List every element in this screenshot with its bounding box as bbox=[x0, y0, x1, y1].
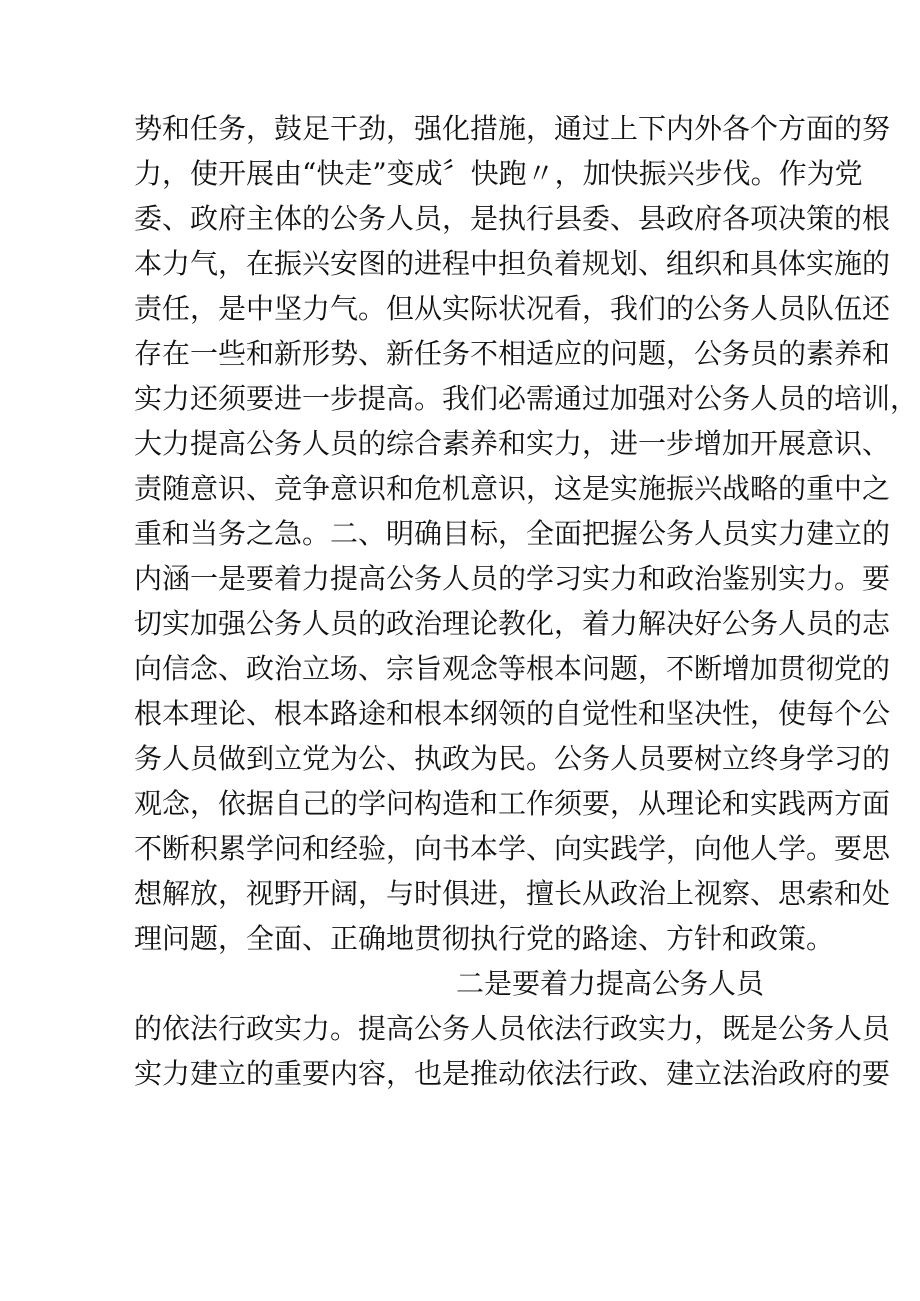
text-line: 存在一些和新形势、新任务不相适应的问题，公务员的素养和 bbox=[134, 337, 891, 370]
text-line: 委、政府主体的公务人员，是执行县委、县政府各项决策的根 bbox=[134, 202, 891, 235]
text-line: 责随意识、竞争意识和危机意识，这是实施振兴战略的重中之 bbox=[134, 472, 891, 505]
text-line: 想解放，视野开阔，与时俱进，擅长从政治上视察、思索和处 bbox=[134, 877, 891, 910]
text-line: 向信念、政治立场、宗旨观念等根本问题，不断增加贯彻党的 bbox=[134, 652, 891, 685]
text-line: 实力还须要进一步提高。我们必需通过加强对公务人员的培训， bbox=[134, 382, 919, 415]
text-line: 根本理论、根本路途和根本纲领的自觉性和坚决性，使每个公 bbox=[134, 697, 891, 730]
text-line: 本力气，在振兴安图的进程中担负着规划、组织和具体实施的 bbox=[134, 247, 891, 280]
text-line: 责任，是中坚力气。但从实际状况看，我们的公务人员队伍还 bbox=[134, 292, 891, 325]
body-text bbox=[134, 106, 919, 1096]
indented-line: 二是要着力提高公务人员 bbox=[456, 967, 765, 1000]
paragraph-end-line: 理问题，全面、正确地贯彻执行党的路途、方针和政策。 bbox=[134, 922, 835, 955]
text-line: 势和任务，鼓足干劲，强化措施，通过上下内外各个方面的努 bbox=[134, 112, 891, 145]
text-line: 的依法行政实力。提高公务人员依法行政实力，既是公务人员 bbox=[134, 1012, 891, 1045]
text-line: 力，使开展由“快走”变成〞快跑〃，加快振兴步伐。作为党 bbox=[134, 157, 863, 190]
text-line: 大力提高公务人员的综合素养和实力，进一步增加开展意识、 bbox=[134, 427, 891, 460]
text-line: 务人员做到立党为公、执政为民。公务人员要树立终身学习的 bbox=[134, 742, 891, 775]
text-line: 不断积累学问和经验，向书本学、向实践学，向他人学。要思 bbox=[134, 832, 891, 865]
text-line: 内涵一是要着力提高公务人员的学习实力和政治鉴别实力。要 bbox=[134, 562, 891, 595]
text-line: 实力建立的重要内容，也是推动依法行政、建立法治政府的要 bbox=[134, 1057, 891, 1090]
text-line: 切实加强公务人员的政治理论教化，着力解决好公务人员的志 bbox=[134, 607, 891, 640]
text-line: 重和当务之急。二、明确目标，全面把握公务人员实力建立的 bbox=[134, 517, 891, 550]
text-line: 观念，依据自己的学问构造和工作须要，从理论和实践两方面 bbox=[134, 787, 891, 820]
